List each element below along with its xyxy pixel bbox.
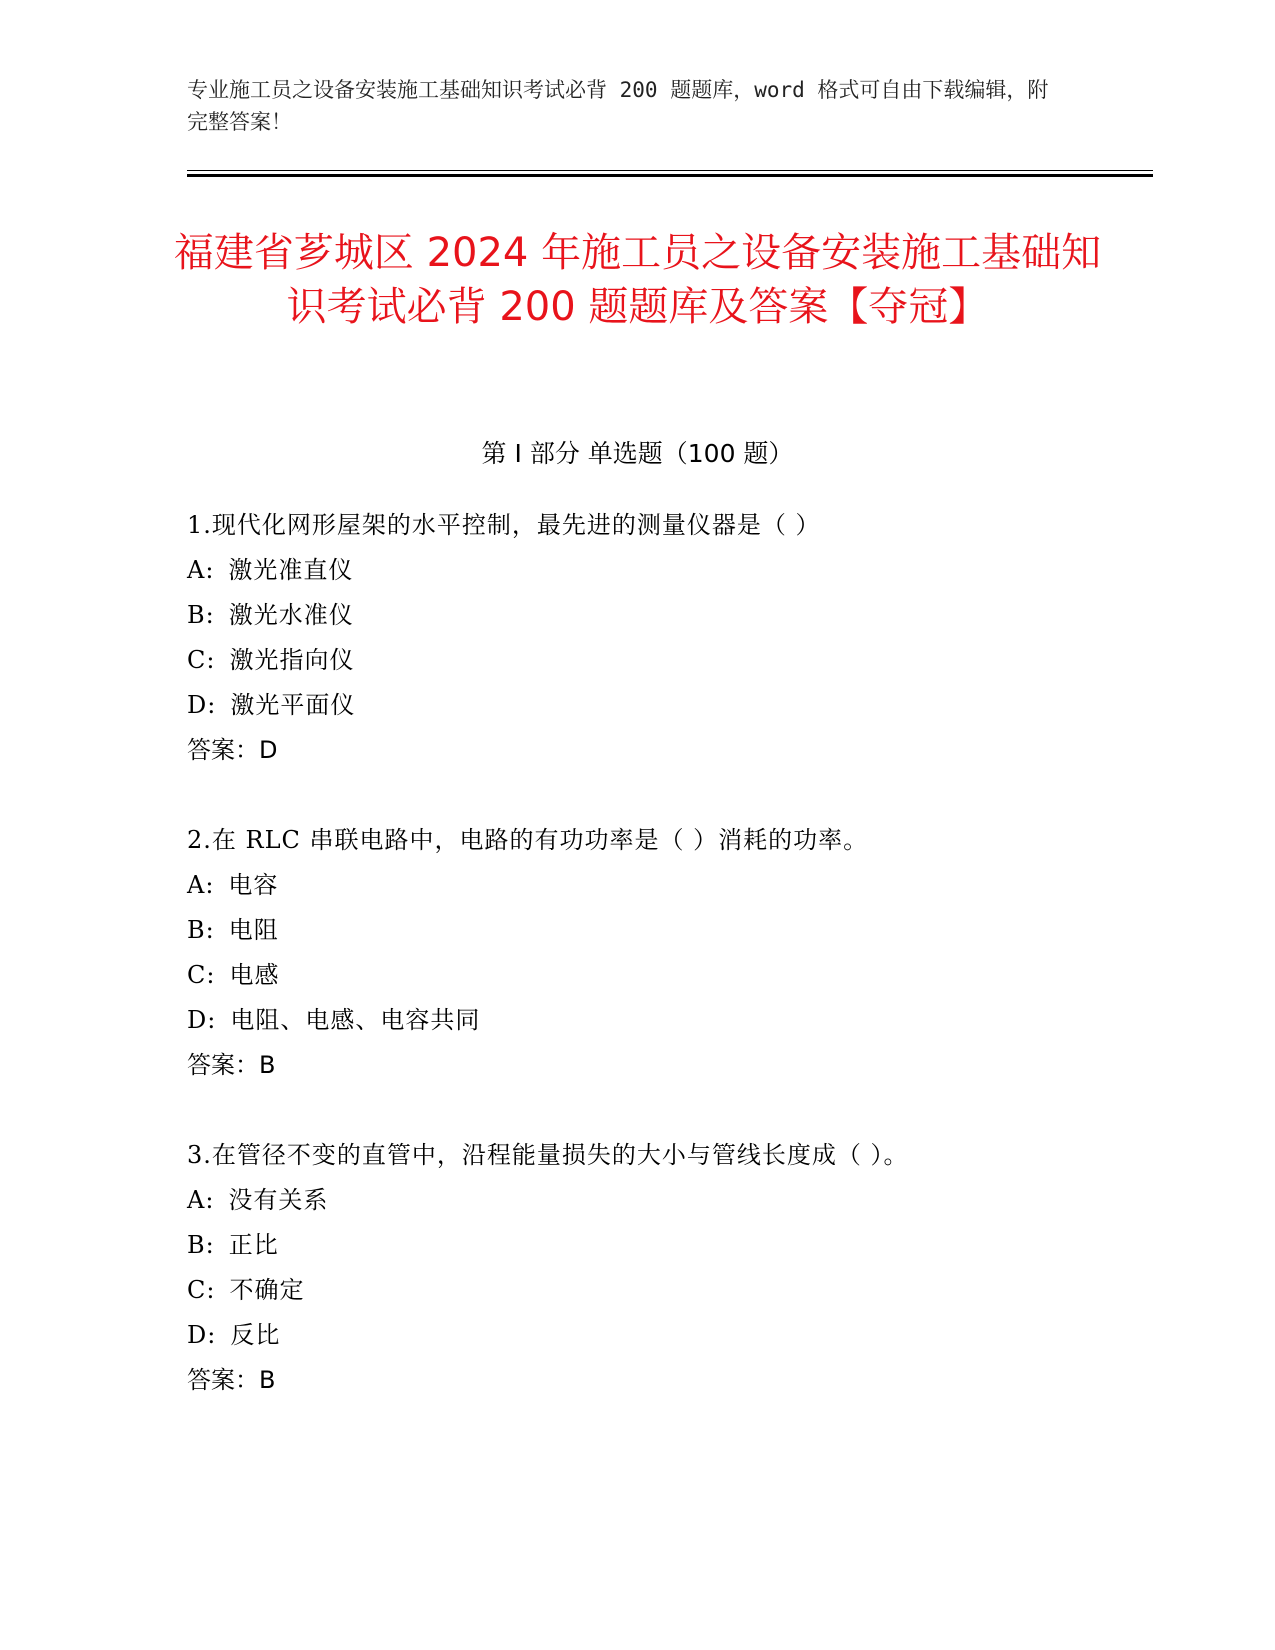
option-text: 激光平面仪 xyxy=(230,691,356,719)
option-letter: C: xyxy=(187,961,216,989)
option-letter: D: xyxy=(187,1321,217,1349)
option-c xyxy=(187,953,1147,998)
question-stem: 1.现代化网形屋架的水平控制，最先进的测量仪器是（ ） xyxy=(187,511,821,539)
option-a xyxy=(187,548,1147,593)
option-text: 激光指向仪 xyxy=(229,646,355,674)
option-text: 没有关系 xyxy=(228,1186,329,1214)
option-d xyxy=(187,998,1147,1043)
option-text: 电容 xyxy=(228,871,279,899)
option-b xyxy=(187,1223,1147,1268)
option-b xyxy=(187,593,1147,638)
question-3 xyxy=(187,1133,1147,1403)
option-text: 不确定 xyxy=(229,1276,305,1304)
option-d xyxy=(187,683,1147,728)
question-1 xyxy=(187,503,1147,773)
header-divider-thick xyxy=(187,174,1153,177)
option-letter: B: xyxy=(187,916,215,944)
option-text: 反比 xyxy=(230,1321,281,1349)
option-text: 激光准直仪 xyxy=(228,556,354,584)
question-2 xyxy=(187,818,1147,1088)
option-letter: C: xyxy=(187,646,216,674)
answer-line: 答案：B xyxy=(187,1366,276,1394)
option-a xyxy=(187,863,1147,908)
option-text: 正比 xyxy=(228,1231,279,1259)
document-title: 福建省芗城区 2024 年施工员之设备安装施工基础知识考试必背 200 题题库及答案【夺冠】 xyxy=(173,230,1102,330)
option-c xyxy=(187,1268,1147,1313)
header-divider-thin xyxy=(187,170,1153,171)
option-b xyxy=(187,908,1147,953)
option-letter: A: xyxy=(187,1186,215,1214)
answer-line: 答案：D xyxy=(187,736,278,764)
option-text: 电阻、电感、电容共同 xyxy=(230,1006,481,1034)
option-letter: B: xyxy=(187,1231,215,1259)
option-text: 激光水准仪 xyxy=(228,601,354,629)
question-stem: 2.在 RLC 串联电路中，电路的有功功率是（ ）消耗的功率。 xyxy=(187,826,869,854)
header-note: 专业施工员之设备安装施工基础知识考试必背 200 题题库，word 格式可自由下载编辑，附完整答案！ xyxy=(187,78,1049,134)
option-letter: A: xyxy=(187,871,215,899)
option-letter: A: xyxy=(187,556,215,584)
option-letter: D: xyxy=(187,691,217,719)
option-c xyxy=(187,638,1147,683)
answer-line: 答案：B xyxy=(187,1051,276,1079)
option-text: 电阻 xyxy=(228,916,279,944)
option-letter: B: xyxy=(187,601,215,629)
option-letter: D: xyxy=(187,1006,217,1034)
question-stem: 3.在管径不变的直管中，沿程能量损失的大小与管线长度成（ ）。 xyxy=(187,1141,909,1169)
option-text: 电感 xyxy=(229,961,280,989)
option-a xyxy=(187,1178,1147,1223)
option-d xyxy=(187,1313,1147,1358)
section-heading: 第 I 部分 单选题（100 题） xyxy=(481,439,794,468)
option-letter: C: xyxy=(187,1276,216,1304)
